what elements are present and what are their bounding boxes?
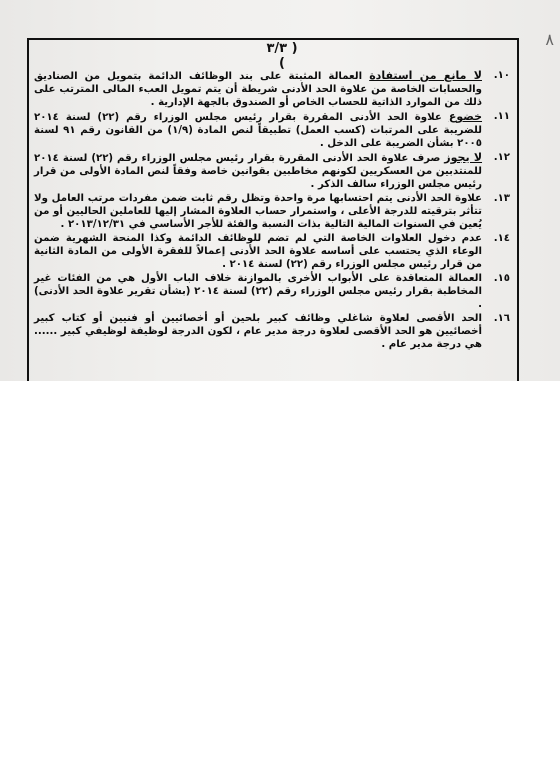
item-text	[34, 233, 482, 271]
item-number: ١١.	[493, 110, 510, 122]
item-body: علاوة الحد الأدنى يتم احتسابها مرة واحدة وتظل رقم ثابت ضمن مفردات مرتب العامل ولا تتأثر بترقيته للدرجة الأعلى ، واستمرار حساب العلاوة المشار إليها للعاملين الحاليين أو من يُعين في السنوات المالية التالية بذات النسبة والفئة للأجر الأساسي في ٢٠١٣/١٢/٣١ .	[34, 192, 482, 230]
item-text	[34, 273, 482, 311]
item-body: عدم دخول العلاوات الخاصة التي لم تضم للوظائف الدائمة وكذا المنحة الشهرية ضمن الوعاء الذي يحتسب على أساسه علاوة الحد الأدنى إعمالاً للفقرة الأولى من المادة الثانية من قرار رئيس مجلس الوزراء رقم (٢٢) لسنة ٢٠١٤ .	[34, 232, 482, 270]
list-item	[34, 152, 512, 191]
edge-mark: ٨	[545, 30, 554, 49]
item-number: ١٢.	[493, 151, 510, 163]
item-body: صرف علاوة الحد الأدنى المقررة بقرار رئيس مجلس الوزراء رقم (٢٢) لسنة ٢٠١٤ للمنتدبين من العسكريين لكونهم مخاطبين بقوانين خاصة وفقاً لنص المادة الأولى من قرار رئيس مجلس الوزراء سالف الذكر .	[34, 152, 482, 190]
page-number: ( ٣/٣ )	[266, 41, 298, 71]
item-text	[34, 70, 482, 109]
item-body: الحد الأقصى لعلاوة شاغلي وظائف كبير بلحين أو أخصائيين أو فنيين أو كتاب كبير أخصائيين هو الحد الأقصى لعلاوة درجة مدير عام ، لكون الدرجة لوظيفة لوظيفي كبير ...... هي درجة مدير عام .	[34, 312, 482, 350]
item-number: ١٦.	[493, 312, 510, 324]
item-number: ١٣.	[493, 192, 510, 204]
list-item	[34, 233, 512, 271]
list-item	[34, 313, 512, 351]
item-lead: لا مانع من استفادة	[369, 69, 482, 82]
item-number: ١٠.	[493, 70, 510, 81]
item-lead: خضوع	[448, 109, 483, 123]
item-body: العمالة المتعاقدة على الأبواب الأخرى بالموازنة خلاف الباب الأول هي من الفئات غير المخاطبة بقرار رئيس مجلس الوزراء رقم (٢٢) لسنة ٢٠١٤ (بشأن تقرير علاوة الحد الأدنى) .	[34, 272, 482, 310]
list-item	[34, 273, 512, 311]
list-item	[34, 111, 512, 150]
item-body: علاوة الحد الأدنى المقررة بقرار رئيس مجلس الوزراء رقم (٢٢) لسنة ٢٠١٤ للضريبة على المرتبات (كسب العمل) تطبيقاً لنص المادة (١/٩) من القانون رقم ٩١ لسنة ٢٠٠٥ بشأن الضريبة على الدخل .	[34, 111, 482, 149]
item-lead: لا يجوز	[444, 150, 483, 164]
item-number: ١٥.	[493, 272, 510, 284]
item-text	[34, 193, 482, 231]
item-text	[34, 313, 482, 351]
item-text	[34, 152, 482, 191]
list-item	[34, 70, 512, 109]
item-text	[34, 111, 482, 150]
item-body: العمالة المثبتة على بند الوظائف الدائمة بتمويل من الصناديق والحسابات الخاصة من علاوة الحد الأدنى شريطة أن يتم تمويل العبء المالى المترتب على ذلك من الموارد الذاتية للحساب الخاص أو الصندوق بالجهة الإدارية .	[34, 71, 482, 108]
list-item	[34, 193, 512, 231]
items-list	[34, 70, 512, 353]
item-number: ١٤.	[493, 232, 510, 244]
